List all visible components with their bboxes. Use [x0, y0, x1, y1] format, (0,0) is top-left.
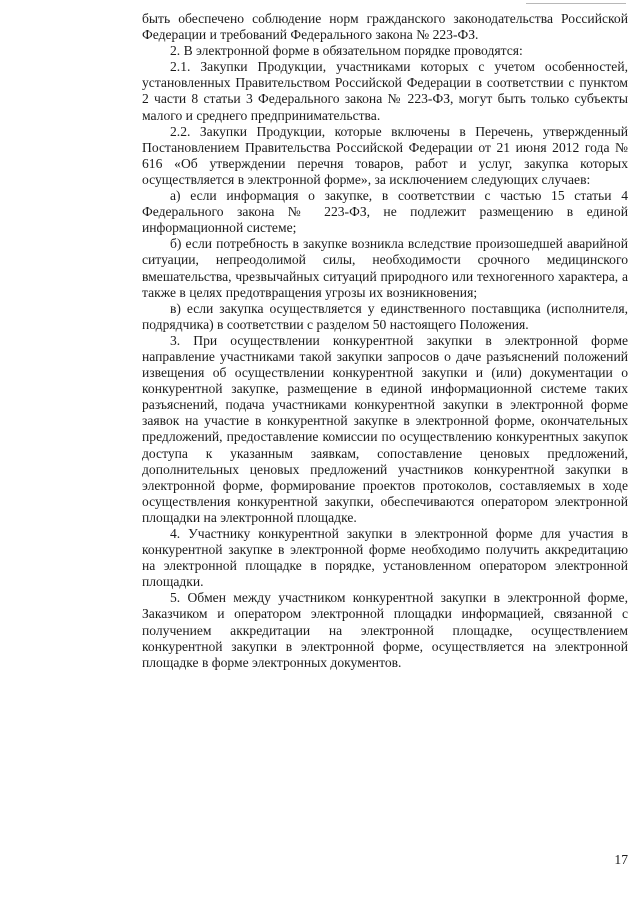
- paragraph-continuation: быть обеспечено соблюдение норм гражданского законодательства Российской Федерации и требований Федерального закона № 223-ФЗ.: [142, 11, 628, 43]
- paragraph-2-2-a: а) если информация о закупке, в соответствии с частью 15 статьи 4 Федерального закона № 223-ФЗ, не подлежит размещению в единой информационной системе;: [142, 188, 628, 236]
- paragraph-2: 2. В электронной форме в обязательном порядке проводятся:: [170, 43, 523, 59]
- document-body: [142, 11, 628, 671]
- paragraph-2-1: 2.1. Закупки Продукции, участниками которых с учетом особенностей, установленных Правительством Российской Федерации в соответствии с пунктом 2 части 8 статьи 3 Федерального закона № 223-ФЗ, могут быть только субъекты малого и среднего предпринимательства.: [142, 59, 628, 123]
- paragraph-4: 4. Участнику конкурентной закупки в электронной форме для участия в конкурентной закупке в электронной форме необходимо получить аккредитацию на электронной площадке в порядке, установленном оператором электронной площадки.: [142, 526, 628, 590]
- paragraph-2-2-v: в) если закупка осуществляется у единственного поставщика (исполнителя, подрядчика) в соответствии с разделом 50 настоящего Положения.: [142, 300, 628, 332]
- paragraph-5: 5. Обмен между участником конкурентной закупки в электронной форме, Заказчиком и оператором электронной площадки информацией, связанной с получением аккредитации на электронной площадке, осуществлением конкурентной закупки в электронной форме, осуществляется на электронной площадке в форме электронных документов.: [142, 590, 628, 670]
- page-number: 17: [614, 852, 628, 867]
- paragraph-2-2: 2.2. Закупки Продукции, которые включены в Перечень, утвержденный Постановлением Правительства Российской Федерации от 21 июня 2012 года № 616 «Об утверждении перечня товаров, работ и услуг, закупка которых осуществляется в электронной форме», за исключением следующих случаев:: [142, 123, 628, 187]
- paragraph-3: 3. При осуществлении конкурентной закупки в электронной форме направление участниками такой закупки запросов о даче разъяснений положений извещения об осуществлении конкурентной закупки и (или) документации о конкурентной закупке, размещение в единой информационной системе таких разъяснений, подача участниками конкурентной закупки в электронной форме заявок на участие в конкурентной закупке в электронной форме, окончательных предложений, предоставление комиссии по осуществлению конкурентных закупок доступа к указанным заявкам, сопоставление ценовых предложений, дополнительных ценовых предложений участников конкурентной закупки в электронной форме, формирование проектов протоколов, составляемых в ходе осуществления конкурентной закупки, обеспечиваются оператором электронной площадки на электронной площадке.: [142, 332, 628, 525]
- top-edge-line: [526, 3, 626, 4]
- paragraph-2-2-b: б) если потребность в закупке возникла вследствие произошедшей аварийной ситуации, непреодолимой силы, необходимости срочного медицинского вмешательства, чрезвычайных ситуаций природного или техногенного характера, а также в целях предотвращения угрозы их возникновения;: [142, 236, 628, 300]
